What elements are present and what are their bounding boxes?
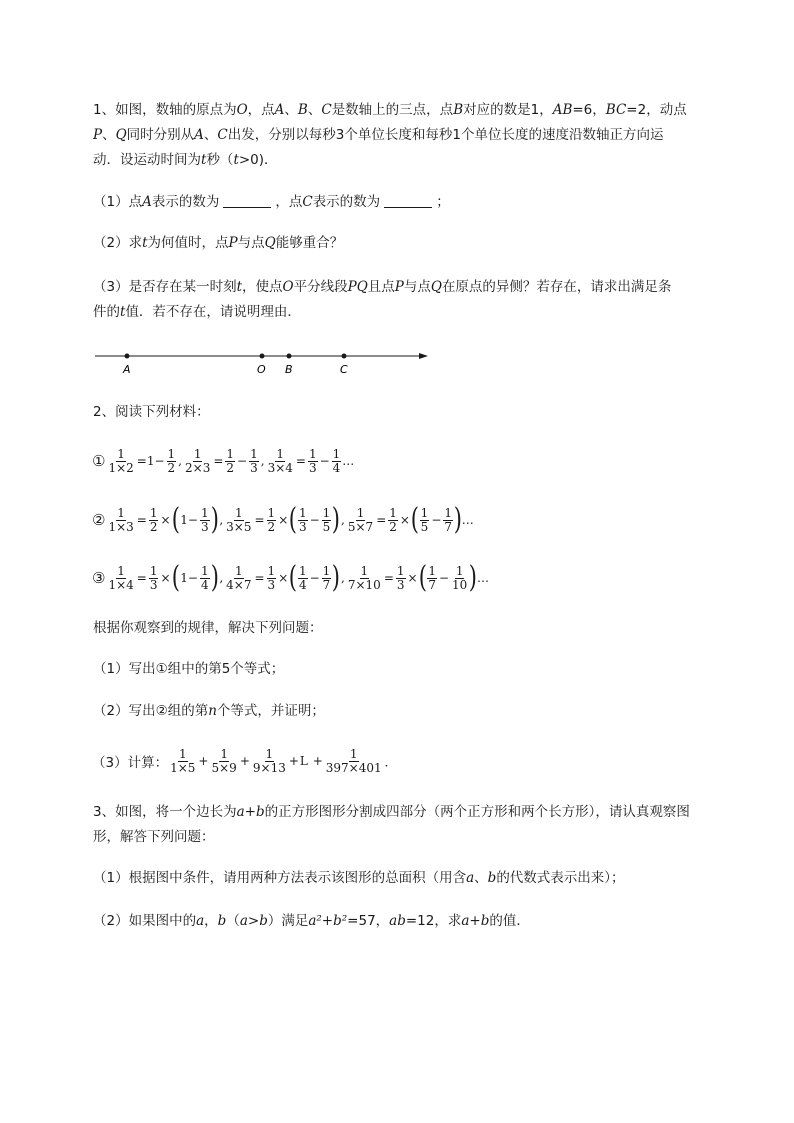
- q1-sub-2: （2）求t为何值时，点P与点Q能够重合？: [93, 235, 344, 251]
- q2-sub-3: （3）计算： $\frac{1}{1\times 5}$ + $\frac{1}{5\times 9}$ + $\frac{1}{9\times 13}$ + L + $\frac{1}{397\times 401}$ ．: [92, 746, 397, 775]
- formula-row-2: ② $\frac{1}{1\times 3}$ = $\frac{1}{2}$ × ( 1− $\frac{1}{3}$ ) , $\frac{1}{3\times 5}$ = $\frac{1}{2}$ × ( $\frac{1}{3}$ − $\frac{1}{5}$ ) , $\frac{1}{5\times 7}$ = $\frac{1}{2}$ × ( $\frac{1}{5}$ − $\frac{1}{7}$ ) …: [92, 502, 474, 537]
- q3-line-1: 3、如图，将一个边长为a+b的正方形图形分割成四部分（两个正方形和两个长方形），请认真观察图: [93, 804, 690, 820]
- row-3-marker: ③: [92, 569, 106, 587]
- point-o-dot: [260, 354, 265, 359]
- q1-line-1: 1、如图，数轴的原点为O，点A、B、C是数轴上的三点，点B对应的数是1，AB=6，BC=2，动点: [93, 102, 687, 118]
- sum-term-3: $\frac{1}{9\times 13}$: [252, 746, 286, 775]
- point-b-dot: [287, 354, 292, 359]
- sum-term-1: $\frac{1}{1\times 5}$: [170, 746, 196, 775]
- label-c: C: [340, 363, 348, 376]
- sum-term-last: $\frac{1}{397\times 401}$: [325, 746, 382, 775]
- q2-sub-1: （1）写出①组中的第5个等式；: [93, 661, 285, 677]
- answer-blank-c[interactable]: [384, 193, 432, 208]
- label-o: O: [257, 363, 266, 376]
- q3-sub-2: （2）如果图中的a，b（a>b）满足a²+b²=57，ab=12，求a+b的值．: [93, 913, 530, 929]
- row-1-marker: ①: [92, 452, 106, 470]
- q3-sub-1: （1）根据图中条件，请用两种方法表示该图形的总面积（用含a、b的代数式表示出来）；: [93, 870, 625, 886]
- axis-arrow-icon: [419, 353, 428, 359]
- q1-sub-3b: 件的t值．若不存在，请说明理由．: [93, 304, 301, 320]
- q3-line-2: 形，解答下列问题：: [93, 829, 215, 845]
- point-a-dot: [125, 354, 130, 359]
- number-line-diagram: [92, 345, 432, 377]
- formula-row-1: ① $\frac{1}{1\times 2}$ =1− $\frac{1}{2}$ , $\frac{1}{2\times 3}$ = $\frac{1}{2}$ − $\frac{1}{3}$ , $\frac{1}{3\times 4}$ = $\frac{1}{3}$ − $\frac{1}{4}$ …: [92, 446, 355, 475]
- point-c-dot: [342, 354, 347, 359]
- row-2-marker: ②: [92, 511, 106, 529]
- q1-sub-3a: （3）是否存在某一时刻t，使点O平分线段PQ且点P与点Q在原点的异侧？若存在，请求出满足条: [93, 279, 672, 295]
- sum-term-2: $\frac{1}{5\times 9}$: [211, 746, 237, 775]
- q2-sub-2: （2）写出②组的第n个等式，并证明；: [93, 703, 325, 719]
- formula-row-3: ③ $\frac{1}{1\times 4}$ = $\frac{1}{3}$ × ( 1− $\frac{1}{4}$ ) , $\frac{1}{4\times 7}$ = $\frac{1}{3}$ × ( $\frac{1}{4}$ − $\frac{1}{7}$ ) , $\frac{1}{7\times 10}$ = $\frac{1}{3}$ × ( $\frac{1}{7}$ − $\frac{1}{10}$ ) …: [92, 560, 490, 595]
- q1-line-3: 动．设运动时间为t秒（t>0)．: [93, 152, 278, 168]
- label-a: A: [123, 363, 131, 376]
- q1-sub-1: （1）点A表示的数为 ，点C表示的数为 ；: [93, 194, 450, 210]
- q2-rule: 根据你观察到的规律，解决下列问题：: [93, 620, 323, 636]
- answer-blank-a[interactable]: [223, 193, 271, 208]
- q2-title: 2、阅读下列材料：: [93, 404, 210, 420]
- q1-line-2: P、Q同时分别从A、C出发，分别以每秒3个单位长度和每秒1个单位长度的速度沿数轴正方向运: [93, 127, 664, 143]
- label-b: B: [285, 363, 293, 376]
